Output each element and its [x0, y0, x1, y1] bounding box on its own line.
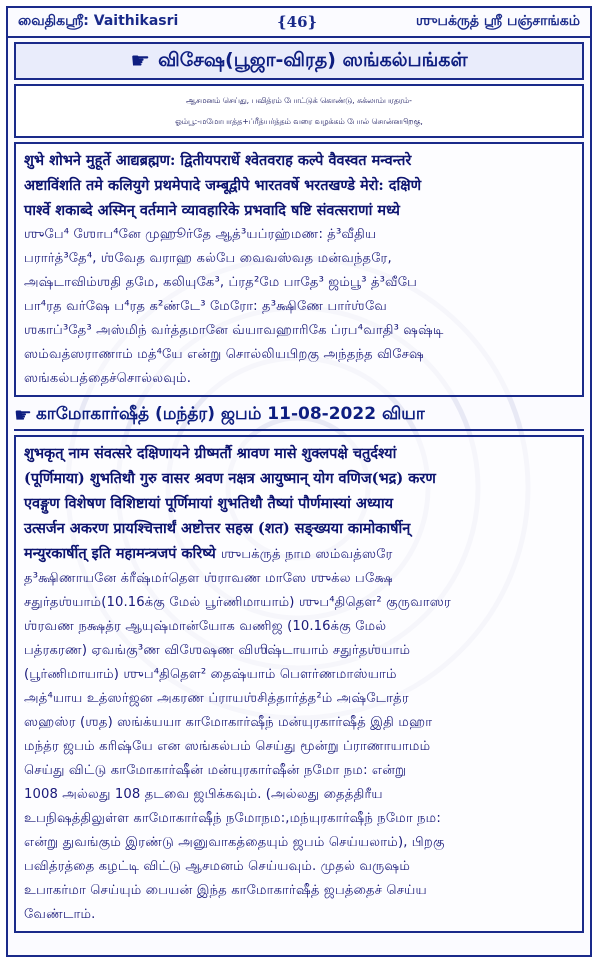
section2-title-text: காமோகார்ஷீத் (மந்த்ர) ஜபம் 11-08-2022 வியா — [35, 404, 425, 424]
sanskrit-line: अष्टाविंशति तमे कलियुगे प्रथमेपादे जम्बूद्वीपे भारतवर्षे भरतखण्डे मेरो: दक्षिणे — [24, 177, 422, 194]
tamil-line: ஸம்வத்ஸராணாம் மத்⁴யே என்று சொல்லியபிறகு அந்தந்த விசேஷ — [24, 347, 424, 362]
tamil-line: பா⁴ரத வர்ஷே ப⁴ரத க²ண்டே³ மேரோ: த³க்ஷிணே பார்ஶ்வே — [24, 299, 388, 314]
tamil-line: செய்து விட்டு காமோகார்ஷீன் மன்யுரகார்ஷீன் நமோ நம: என்று — [24, 763, 407, 778]
section1-body — [14, 142, 584, 397]
tamil-line: என்று துவங்கும் இரண்டு அனுவாகத்தையும் ஜபம் செய்யலாம்), பிறகு — [24, 835, 445, 850]
section2-body — [14, 435, 584, 933]
sanskrit-line: उत्सर्जन अकरण प्रायश्चित्तार्थं अष्टोत्तर सहस्र (शत) सङ्ख्यया कामोकार्षीन् — [24, 520, 411, 537]
tamil-line: ஶகாப்³தே³ அஸ்மிந் வர்த்தமானே வ்யாவஹாரிகே ப்ரப⁴வாதி³ ஷஷ்டி — [24, 323, 444, 338]
section1-title-text: விசேஷ(பூஜா-விரத) ஸங்கல்பங்கள் — [158, 48, 468, 71]
section1-intro — [14, 84, 584, 138]
page-number: {46} — [277, 13, 318, 31]
sanskrit-line: शुभकृत् नाम संवत्सरे दक्षिणायने ग्रीष्मर्तौ श्रावण मासे शुक्लपक्षे चतुर्दश्यां — [24, 445, 397, 462]
sanskrit-line: शुभे शोभने मुहूर्ते आद्यब्रह्मण: द्वितीयपरार्धे श्वेतवराह कल्पे वैवस्वत मन्वन्तरे — [24, 152, 412, 169]
tamil-line: (பூர்ணிமாயாம்) ஶுப⁴திதௌ² தைஷ்யாம் பௌர்ணமாஸ்யாம் — [24, 667, 397, 682]
page-header — [8, 8, 590, 38]
tamil-line: அஷ்டாவிம்ஶதி தமே, கலியுகே³, ப்ரத²மே பாதே³ ஜம்பூ³ த்³வீபே — [24, 275, 418, 290]
tamil-line: பவித்ரத்தை கழட்டி விட்டு ஆசமனம் செய்யவும். முதல் வருஷம் — [24, 859, 411, 874]
tamil-line: உபநிஷத்திலுள்ள காமோகார்ஷீந் நமோநம:,மந்யுரகார்ஷீந் நமோ நம: — [24, 811, 441, 826]
tamil-line: ஶ்ரவண நக்ஷத்ர ஆயுஷ்மான்யோக வணிஜ (10.16க்கு மேல் — [24, 619, 387, 634]
header-left: வைதிகஸ்ரீ: Vaithikasri — [18, 13, 179, 29]
sanskrit-line: पार्श्वे शकाब्दे अस्मिन् वर्तमाने व्यावहारिके प्रभवादि षष्टि संवत्सराणां मध्ये — [24, 202, 400, 219]
sanskrit-fragment: मन्युरकार्षीत् इति महामन्त्रजपं करिष्ये — [24, 545, 216, 562]
tamil-line: மந்த்ர ஜபம் கரிஷ்யே என ஸங்கல்பம் செய்து மூன்று ப்ராணாயாமம் — [24, 739, 431, 754]
page — [6, 6, 592, 957]
tamil-line: அத்⁴யாய உத்ஸர்ஜன அகரண ப்ராயஶ்சித்தார்த்த²ம் அஷ்டோத்ர — [24, 691, 409, 706]
tamil-line: உபாகர்மா செய்யும் பையன் இந்த காமோகார்ஷீத் ஜபத்தைச் செய்ய — [24, 883, 427, 898]
intro-line: ஓம்பூ:-மமோபாத்த+ப்ரீத்யர்த்தம் வரை வழக்கம் போல் சொன்னபிறகு, — [175, 117, 423, 126]
tamil-line: வேண்டாம். — [24, 907, 96, 922]
tamil-line: ஶுபே⁴ ஶோப⁴னே முஹூர்தே ஆத்³யப்ரஹ்மண: த்³வீதிய — [24, 227, 377, 242]
pointing-hand-icon: ☛ — [14, 403, 32, 427]
section2-title — [14, 401, 584, 431]
tamil-fragment: ஶுபக்ருத் நாம ஸம்வத்ஸரே — [220, 547, 393, 562]
tamil-line: பத்ரகரண) ஏவங்கு³ண விஶேஷண விஶிஷ்டாயாம் சதுர்தஶ்யாம் — [24, 643, 411, 658]
sanskrit-line: एवङ्गुण विशेषण विशिष्टायां पूर्णिमायां शुभतिथौ तैष्यां पौर्णमास्यां अध्याय — [24, 495, 393, 512]
sanskrit-line: (पूर्णिमाया) शुभतिथौ गुरु वासर श्रवण नक्षत्र आयुष्मान् योग वणिज(भद्र) करण — [24, 470, 436, 487]
mixed-line — [24, 541, 574, 567]
tamil-line: 1008 அல்லது 108 தடவை ஜபிக்கவும். (அல்லது தைத்திரீய — [24, 787, 383, 802]
tamil-line: சதுர்தஶ்யாம்(10.16க்கு மேல் பூர்ணிமாயாம்) ஶுப⁴திதௌ² குருவாஸர — [24, 595, 451, 610]
tamil-line: ஸஹஸ்ர (ஶத) ஸங்க்யயா காமோகார்ஷீந் மன்யுரகார்ஷீத் இதி மஹா — [24, 715, 433, 730]
tamil-line: த³க்ஷிணாயனே க்ரீஷ்மர்தௌ ஶ்ராவண மாஸே ஶுக்ல பக்ஷே — [24, 571, 393, 586]
header-right: ஶுபக்ருத் ஸ்ரீ பஞ்சாங்கம் — [415, 13, 580, 29]
tamil-line: ஸங்கல்பத்தைச்சொல்லவும். — [24, 371, 192, 386]
intro-line: ஆசமனம் செய்து, பவித்ரம் போட்டுக் கொண்டு, சுக்லாம்பரதரம்- — [185, 96, 412, 105]
tamil-line: பரார்த்³தே⁴, ஶ்வேத வராஹ கல்பே வைவஸ்வத மன்வந்தரே, — [24, 251, 392, 266]
section1-title — [14, 42, 584, 80]
pointing-hand-icon: ☛ — [130, 48, 151, 74]
